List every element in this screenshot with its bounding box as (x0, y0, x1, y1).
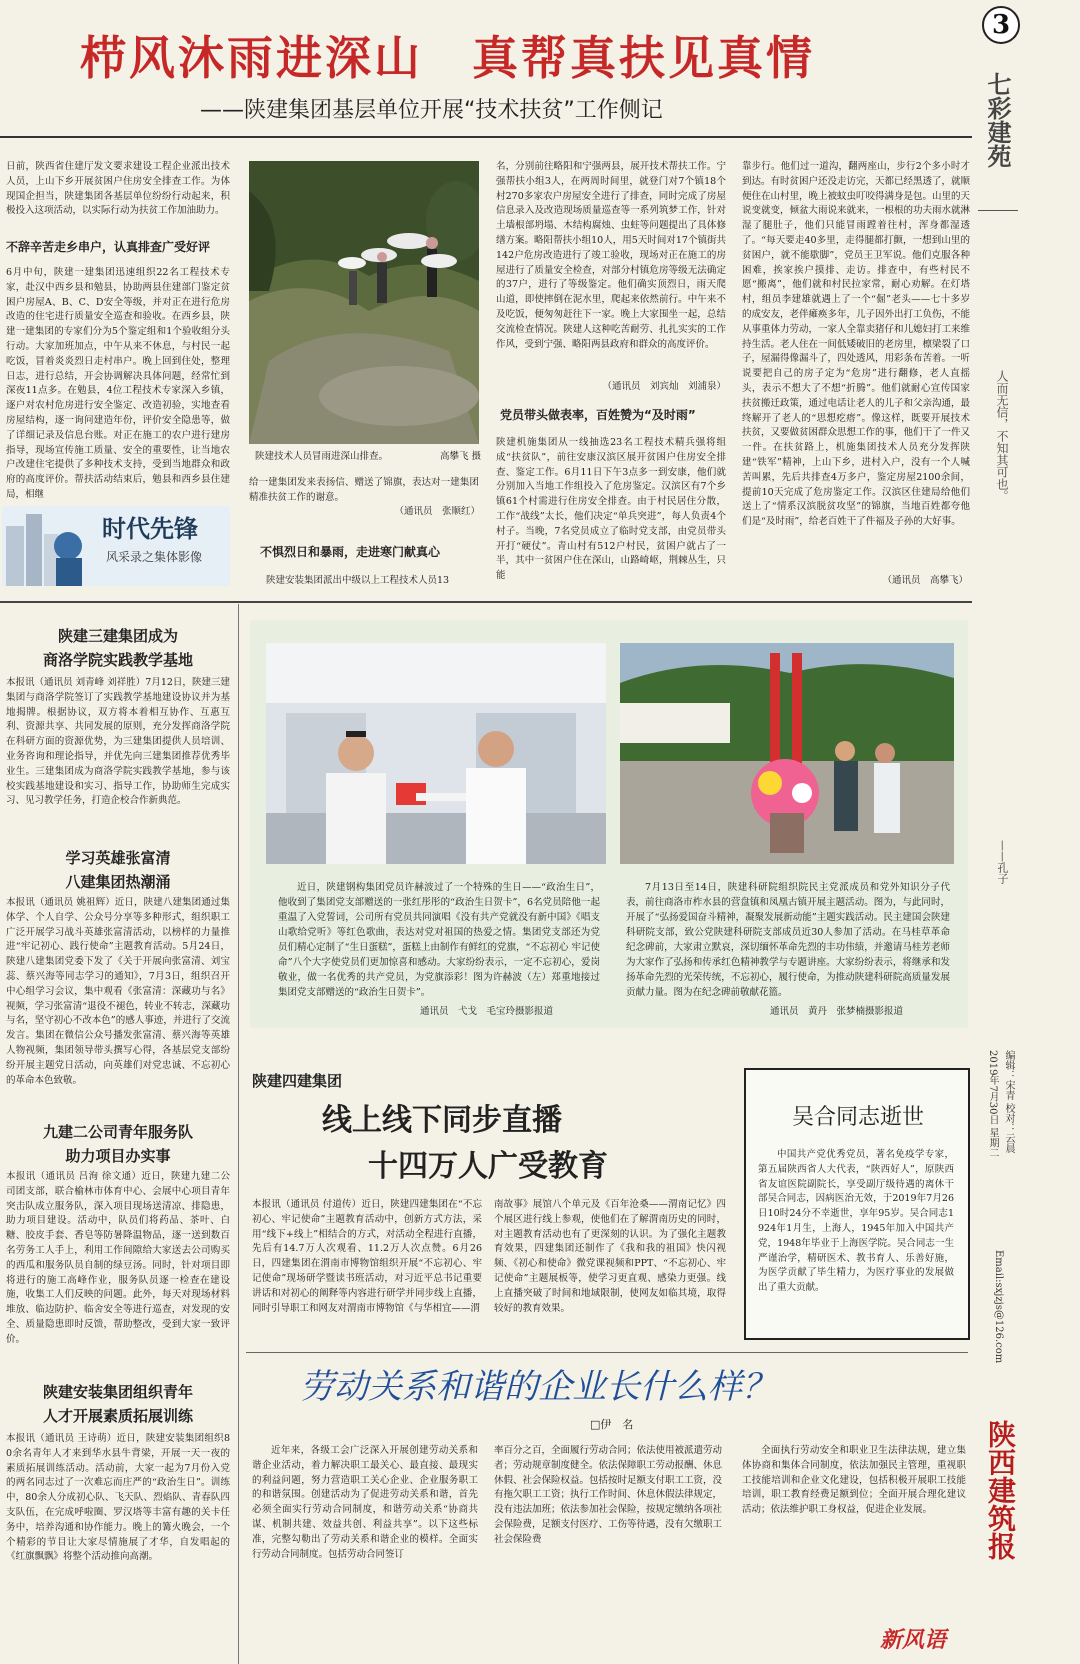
page-number: 3 (982, 6, 1020, 44)
brief-3-headline-line1: 九建二公司青年服务队 (42, 1123, 193, 1141)
broadcast-body-1: 本报讯（通讯员 付道传）近日，陕建四建集团在“不忘初心、牢记使命”主题教育活动中，创新方式方法，采用“线下+线上”相结合的方式，对活动全程进行直播，先后有14.7万人次观看、11.2万人次点赞。6月26日，四建集团在渭南市博物馆组织开展“不忘初心、牢记使命”现场研学暨读书班活动，对习近平总书记重要讲话和对初心的阐释等内容进行研学并同步线上直播，同时引导职工和网友对渭南市博物馆《与华相宜——渭 (252, 1199, 482, 1314)
brief-1-headline-line2: 商洛学院实践教学基地 (42, 651, 193, 669)
logo-text: 新风语 (880, 1627, 947, 1653)
brief-4-headline-line2: 人才开展素质拓展训练 (42, 1407, 193, 1425)
banner-title: 时代先锋 (102, 514, 198, 543)
brief-4-body: 本报讯（通讯员 王诗萌）近日，陕建安装集团组织80余名青年人才来到华水县牛背梁，开展一天一夜的素质拓展训练活动。活动前，大家一起为7月份入党的两名同志过了一次难忘而庄严的“政治生日”。训练中，80余人分成初心队、飞天队、烈焰队、青春队四支队伍，在完成呼啦圈、罗汉塔等丰富有趣的关卡任务中，培养沟通和协作能力。晚上的篝火晚会，一个个精彩的节目让大家尽情施展了才华，自发唱起的《红旗飘飘》将整个活动推向高潮。 (6, 1433, 230, 1563)
brief-1-body: 本报讯（通讯员 刘青峰 刘祥胜）7月12日，陕建三建集团与商洛学院签订了实践教学基地建设协议并为基地揭牌。根据协议，双方将本着相互协作、互惠互利、资源共享、共同发展的原则，充分发挥商洛学院在科研方面的资源优势，为三建集团提供人员培训、业务咨询和理论指导，并优先向三建集团推荐优秀毕业生。三建集团成为商洛学院实践教学基地，参与该校实践基地建设和实习、指导工作，协助师生完成实习、见习教学任务，打造企校合作新典范。 (6, 677, 230, 807)
lead-col2-body-b: 陕建安装集团派出中级以上工程技术人员13 (266, 575, 450, 586)
lead-col3-body: 名，分别前往略阳和宁强两县，展开技术帮扶工作。宁强帮扶小组3人，在两周时间里，就登门对7个镇18个村270多家农户房屋安全进行了排查，同时完成了房屋信息录入及改造现场质量巡查等一系列筑梦工作，针对土墙根部坍塌、木结构腐烛、虫蛀等问题提出了具体修缮方案。略阳帮扶小组10人，用5天时间对17个镇街共142户危房改造进行了竣工验收，现场对正在施工的房屋进行了质量安全检查，对部分村镇危房等级无法确定的37户，进行了等级鉴定。他们确实顶烈日，雨天爬山道，即使摔倒在泥水里，爬起来依然前行。中午来不及吃饭，便匆匆赶往下一家。晚上大家围坐一起，总结交流检查情况。陕建人这种吃苦耐劳、扎扎实实的工作作风，受到宁强、略阳两县政府和群众的高度评价。 (496, 161, 726, 350)
lead-photo-caption (255, 450, 481, 464)
left-column-rule (238, 604, 239, 1664)
header-rule (0, 136, 972, 138)
section-name: 七彩建苑 (983, 72, 1012, 168)
memorial-flower-basket-photo (620, 643, 954, 864)
rail-editor: 编辑：宋青 校对：云晨 (1003, 1050, 1014, 1154)
photo-story-credit-2: 通讯员 黄丹 张梦楠摄影报道 (770, 1006, 904, 1017)
lead-byline-1: （通讯员 张顺红） (394, 506, 480, 517)
photo-story-caption-2: 7月13日至14日，陕建科研院组织院民主党派成员和党外知识分子代表，前往商洛市柞水县的营盘镇和凤凰古镇开展主题活动。图为，与此同时，开展了“弘扬爱国奋斗精神，凝聚发展新动能”主题实践活动。民主建国会陕建科研院支部，致公党陕建科研院支部成员近30人参加了活动。在马桂草革命纪念碑前，大家肃立默哀，深切缅怀革命先烈的丰功伟绩，并邀请马桂芳老师为大家作了弘扬和传承红色精神教学与专题讲座。大家纷纷表示，将继承和发扬革命先烈的光荣传统，不忘初心，履行使命，为推动陕建科研院高质量发展贡献力量。图为在纪念碑前敬献花篮。 (626, 882, 950, 998)
lead-subhead-2: 不惧烈日和暴雨，走进寒门献真心 (260, 545, 441, 559)
broadcast-title-1: 线上线下同步直播 (322, 1103, 562, 1138)
page-headline: 栉风沐雨进深山 真帮真扶见真情 (80, 31, 815, 85)
obituary-title: 吴合同志逝世 (791, 1105, 924, 1130)
rail-quote-author: ——孔子 (996, 840, 1009, 884)
rail-email: Email:sxjzjs@126.com (993, 1250, 1004, 1364)
lead-col3-body-b: 陕建机施集团从一线抽选23名工程技术精兵强将组成“扶贫队”，前往安康汉滨区展开贫困户住房安全排查、鉴定工作。6月11日下午3点多一到安康，他们就分别加入当地工作组投入了危房鉴定。汉滨区有7个乡镇61个村需进行住房安全排查。由于村民居住分散，工作“战线”太长，他们决定“单兵突进”，每人负责4个村子。当晚，7名党员成立了临时党支部，由党员带头开打“硬仗”。青山村有512户村民，贫困户就占了一半，其中一贫困户住在深山，山路崎岖，荆棘丛生，只能 (496, 437, 726, 582)
lead-subhead-3: 党员带头做表率，百姓赞为“及时雨” (500, 408, 696, 422)
rail-divider (978, 210, 1018, 211)
brief-2-headline-line2: 八建集团热潮涌 (65, 873, 171, 891)
lead-photo-credit: 高攀飞 摄 (439, 451, 481, 462)
lead-col4-body: 靠步行。他们过一道沟，翻两座山，步行2个多小时才到达。有时贫困户还没走访完，天都已经黑透了，就顺便住在山村里，晚上被蚊虫叮咬得满身是包。山里的天说变就变，倾盆大雨说来就来，一根根的功夫雨水就淋湿了腿肚子，他们只能冒雨蹚着往村，浑身都湿透了。“每天要走40多里，走得腿都打颤，一想到山里的贫困户，就不能歇脚”，党员王卫军说。他们克服各种困难，挨家挨户摸排、走访。排查中，有些村民不愿“搬离”，他们就和村民拉家常，耐心劝解。在灯塔村，组员李建雄就遇上了一个“倔”老头——七十多岁的成安友，老伴瘫痪多年，儿子因外出打工负伤，不能从事重体力劳动，一家人全靠卖猪仔和儿媳妇打工来维持生活。老人住在一间低矮破旧的老房里，檩梁裂了口子，屋漏得像漏斗了，四处透风，用彩条布苦着。一听说要把自己的房子定为“危房”进行翻修，老人直摇头，表示不想大了不想“折腾”。他们就耐心宣传国家扶贫搬迁政策，通过电话让老人的儿子和父亲沟通，最终解开了老人的“思想疙瘩”。像这样，既要开展技术扶贫，又要做贫困群众思想工作的事，他们干了一件又一件。在扶贫路上，机施集团技术人员充分发挥陕建“铁军”精神，上山下乡，进村入户，没有一个人喊苦叫累，先后共排查4万多户，鉴定房屋2100余间，提前10天完成了危房鉴定工作。汉滨区住建局给他们送上了“情系汉滨脱贫攻坚”的锦旗，当地百姓都夸他们是“及时雨”，给老百姓干了件福及子孙的大好事。 (742, 161, 970, 528)
brief-3-headline (6, 1120, 230, 1168)
broadcast-kicker: 陕建四建集团 (252, 1072, 343, 1090)
lead-subhead-1: 不辞辛苦走乡串户，认真排查广受好评 (6, 240, 211, 254)
newspaper-logo-stamp (880, 1620, 970, 1660)
labor-author: □伊 名 (590, 1418, 634, 1431)
mountain-inspection-photo (249, 161, 479, 444)
lead-photo-caption-text: 陕建技术人员冒雨进深山排查。 (255, 451, 389, 462)
lead-col1-body: 6月中旬，陕建一建集团迅速组织22名工程技术专家，赴汉中西乡县和勉县，协助两县住建部门鉴定贫困户房屋A、B、C、D安全等级，并对正在进行危房改造的住宅进行质量安全巡查和验收。在西乡县，陕建一建集团的专家们分为5个鉴定组和1个验收组分头行动。大家加班加点，中午从来不休息，与村民一起吃饭，冒着炎炎烈日走村串户。晚上回到住处，整理日志，进行总结，开会协调解决具体问题，经常忙到深夜11点多。在勉县，4位工程技术专家深入乡镇，逐户对农村危房进行安全鉴定、改造初验，实地查看房屋结构，逐一询问建造年份，评价安全隐患等，做了详细记录及信息台账。对正在施工的农户进行建房指导，现场宣传施工质量、安全的重要性，让当地农户改建住宅提供了多种技术支持，受到当地群众和政府的高度评价。帮扶活动结束后，勉县和西乡县住建局，相继 (6, 267, 230, 500)
banner-buildings-icon (2, 506, 92, 586)
banner-subtitle: 风采录之集体影像 (106, 550, 203, 564)
photo-story-credit-1: 通讯员 弋戈 毛宝玲摄影报道 (420, 1006, 554, 1017)
birthday-card-photo (266, 643, 606, 864)
brief-2-body: 本报讯（通讯员 姚祖辉）近日，陕建八建集团通过集体学、个人自学、公众号分享等多种形式，组织职工广泛开展学习战斗英雄张富清活动，以榜样的力量推进“牢记初心、践行使命”主题教育活动。5月24日，陕建八建集团党委下发了《关于开展向张富清、刘宝蕊、蔡兴海等同志学习的通知》，7月3日，组织召开中心组学习会议，集中观看《张富清：深藏功与名》视频，学习张富清“退役不褪色，转业不转志，深藏功与名，坚守初心不改本色”的感人事迹，并进行了交流发言。集团在微信公众号播发张富清、蔡兴海等英雄人物视频，集团领导带头撰写心得，各基层党支部纷纷开展主题党日活动，向英雄们对党忠诚、不忘初心的革命本色致敬。 (6, 897, 230, 1086)
brief-2-headline (6, 846, 230, 894)
obituary-body: 中国共产党优秀党员，著名免疫学专家，第五届陕西省人大代表，“陕西好人”，原陕西省友谊医院副院长，享受副厅级待遇的离休干部吴合同志，因病医治无效，于2019年7月26日10时24分不幸逝世，享年95岁。吴合同志1924年1月生，上海人，1945年加入中国共产党，1948年毕业于上海医学院。吴合同志一生严谨治学，精研医术、教书育人、乐善好施，为医学贡献了毕生精力，为医疗事业的发展做出了重大贡献。 (758, 1149, 954, 1294)
labor-col-1: 近年来，各级工会广泛深入开展创建劳动关系和谐企业活动，着力解决职工最关心、最直接、最现实的利益问题，努力营造职工关心企业、企业服务职工的和谐氛围。创建活动为了促进劳动关系和谐，首先必须全面实行劳动合同制度，和谐劳动关系“协商共谋、机制共建、效益共创、利益共享”。以下这些标准，完整勾勒出了劳动关系和谐企业的模样。全面实行劳动合同制度。包括劳动合同签订 (252, 1445, 478, 1560)
labor-title-rule (246, 1352, 968, 1353)
lead-intro: 日前，陕西省住建厅发文要求建设工程企业派出技术人员，上山下乡开展贫困户住房安全排查工作。为体现国企担当，陕建集团各基层单位纷纷行动起来，积极投入这项活动，以实际行动为扶贫工作加油助力。 (6, 161, 230, 217)
brief-1-headline-line1: 陕建三建集团成为 (57, 627, 178, 645)
masthead-logo: 陕西建筑报 (984, 1420, 1017, 1560)
page-subheadline: ——陕建集团基层单位开展“技术扶贫”工作侧记 (200, 98, 663, 123)
brief-3-body: 本报讯（通讯员 吕洵 徐文通）近日，陕建九建二公司团支部，联合榆林市体育中心、会展中心项目青年突击队成立服务队，深入项目现场送清凉、排隐患，助力项目建设。活动中，队员们将药品、茶叶、白糖、胶皮手套、香皂等防暑降温物品，逐一送到数百名劳务工人手上，利用工作间隙给大家送去公司购买的西瓜和服务队员自制的绿豆汤。同时，针对项目即将进行的施工高峰作业，服务队员逐一检查在建设施，收集工人们反映的问题。此外，每天对现场材料堆放、临边防护、临舍安全等进行巡查，对发现的安全、质量隐患即时反馈，帮助整改，受到大家一致评价。 (6, 1171, 230, 1345)
rail-date: 2019年7月30日 星期二 (987, 1050, 998, 1158)
labor-title: 劳动关系和谐的企业长什么样？ (300, 1367, 776, 1407)
lead-col2-body-a: 给一建集团发来表扬信、赠送了锦旗，表达对一建集团精准扶贫工作的谢意。 (249, 477, 479, 503)
rail-quote: 人而无信，不知其可也。 (995, 370, 1009, 502)
broadcast-title-2: 十四万人广受教育 (368, 1149, 608, 1184)
lead-byline-2: （通讯员 刘宾灿 刘浦泉） (602, 381, 726, 392)
pioneer-banner (2, 506, 230, 586)
section-divider (0, 601, 972, 603)
brief-1-headline (6, 624, 230, 672)
broadcast-body-2: 南故事》展馆八个单元及《百年沧桑——渭南记忆》四个展区进行线上参观，使他们在了解渭南历史的同时，对主题教育活动也有了更深刻的认识。为了强化主题教育效果，四建集团还制作了《我和我的祖国》快闪视频、《初心和使命》微党课视频和PPT、“不忘初心、牢记使命”主题展板等，使学习更直观、感染力更强。线上直播突破了时间和地域限制，使网友如临其境，取得较好的教育效果。 (494, 1199, 726, 1314)
photo-story-caption-1: 近日，陕建钢构集团党员许赫波过了一个特殊的生日——“政治生日”，他收到了集团党支部赠送的一张红彤彤的“政治生日贺卡”，6名党员陪他一起重温了入党誓词，公司所有党员共同演唱《没有共产党就没有新中国》《唱支山歌给党听》等红色歌曲，表达对党对祖国的热爱之情。集团党支部还为党员们精心定制了“生日蛋糕”，蛋糕上由制作有鲜红的党旗，“不忘初心 牢记使命”八个大字使党员们更加惊喜和感动。大家纷纷表示，一定不忘初心，爱岗敬业，做一名优秀的共产党员，为党旗添彩！图为许赫波（左）郑重地接过集团党支部赠送的“政治生日贺卡”。 (278, 882, 600, 998)
brief-4-headline (6, 1380, 230, 1428)
brief-2-headline-line1: 学习英雄张富清 (65, 849, 171, 867)
brief-4-headline-line1: 陕建安装集团组织青年 (42, 1383, 193, 1401)
lead-byline-3: （通讯员 高攀飞） (882, 575, 968, 586)
labor-col-3: 全面执行劳动安全和职业卫生法律法规，建立集体协商和集体合同制度，依法加强民主管理，重视职工技能培训和企业文化建设，包括积极开展职工技能培训，职工教育经费足额到位；全面开展合理化建议活动；依法维护职工身权益，促进企业发展。 (742, 1445, 966, 1516)
brief-3-headline-line2: 助力项目办实事 (65, 1147, 171, 1165)
labor-col-2: 率百分之百，全面履行劳动合同；依法使用被派遣劳动者；劳动规章制度健全。依法保障职工劳动报酬、休息休假、社会保险权益。包括按时足额支付职工工资，没有拖欠职工工资；执行工作时间、休息休假法律规定，没有违法加班；依法参加社会保险，按规定缴纳各项社会保险费，足额支付医疗、工伤等待遇，没有欠缴职工社会保险费 (494, 1445, 722, 1545)
